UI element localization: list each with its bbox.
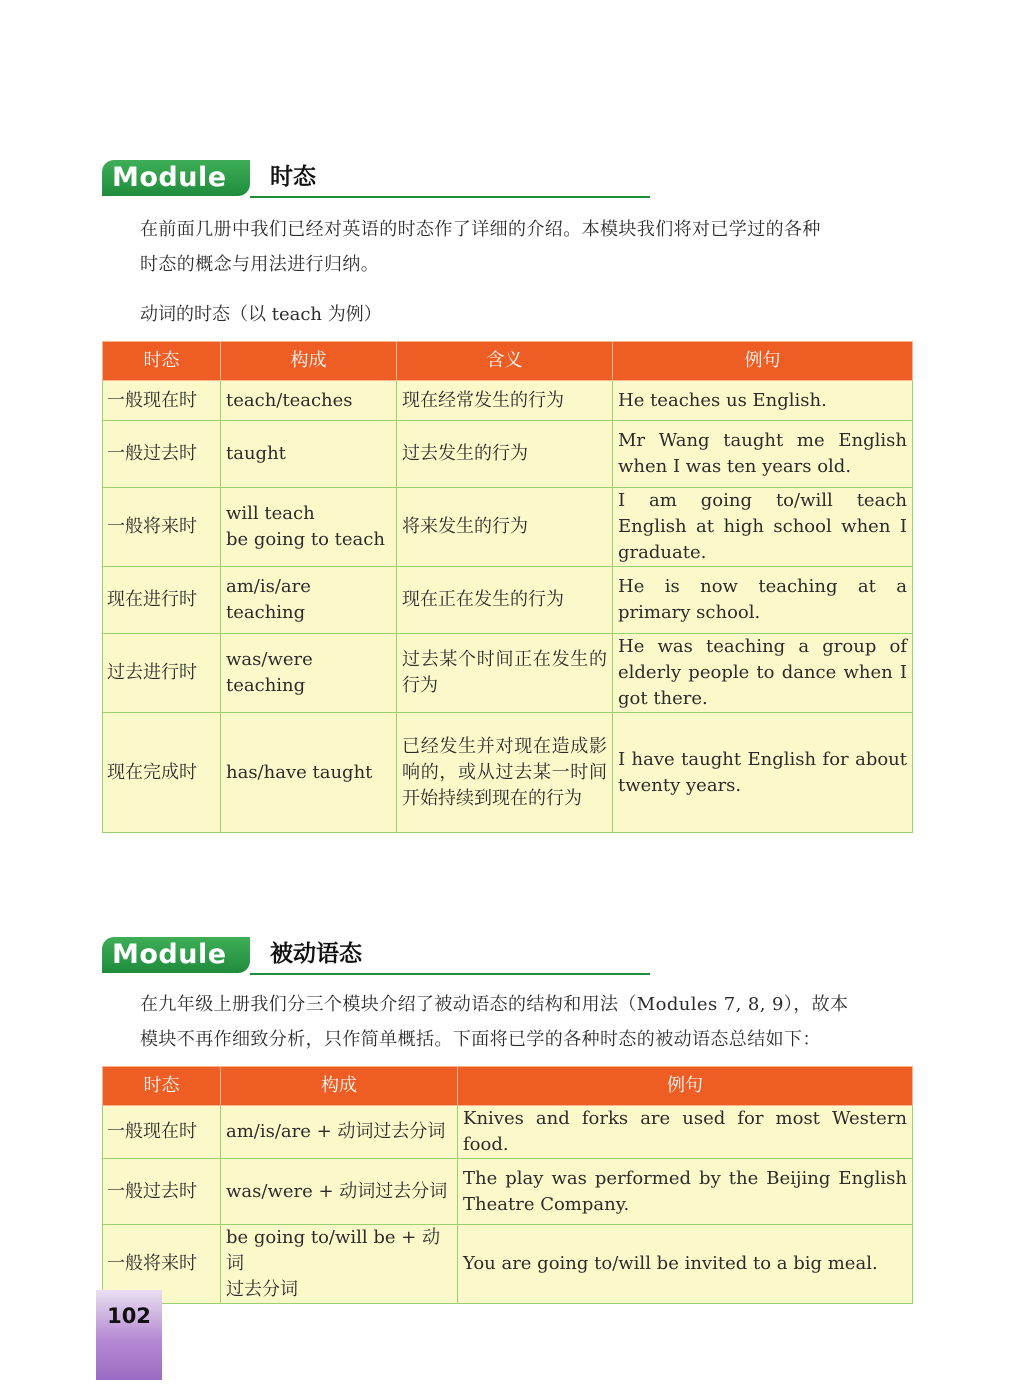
form-cell [221,634,397,713]
tense-cell: 一般过去时 [103,421,221,488]
table-row [103,1106,913,1159]
module-5-intro-line-2: 时态的概念与用法进行归纳。 [140,254,380,275]
form-line: will teach [226,503,315,524]
module-5-heading [102,160,650,229]
meaning-text: 过去某个时间正在发生的行为 [402,649,607,696]
form-cell [221,1225,458,1304]
form-line: has/have taught [226,761,373,783]
module-5-title: 时态 [270,164,316,190]
example-cell: You are going to/will be invited to a big meal. [458,1225,913,1304]
form-line: taught [226,443,286,464]
module-6-intro [140,987,915,1057]
form-line: was/were teaching [226,649,313,696]
header-tense: 时态 [103,342,221,381]
table-row [103,1225,913,1304]
table-row [103,634,913,713]
passive-table-header-row [103,1067,913,1106]
header-example: 例句 [613,342,913,381]
header-meaning: 含义 [397,342,613,381]
form-line: be going to/will be + 动词 [226,1227,441,1274]
tense-cell: 一般将来时 [103,1225,221,1304]
tense-cell: 一般现在时 [103,381,221,421]
example-cell: Mr Wang taught me English when I was ten years old. [613,421,913,488]
module-6-intro-line-1: 在九年级上册我们分三个模块介绍了被动语态的结构和用法（Modules 7, 8, 9），故本 [140,994,849,1015]
tense-table-caption: 动词的时态（以 teach 为例） [140,304,382,325]
meaning-cell [397,634,613,713]
module-5-rule [250,196,650,198]
module-5-intro-line-1: 在前面几册中我们已经对英语的时态作了详细的介绍。本模块我们将对已学过的各种 [140,219,821,240]
tense-cell: 过去进行时 [103,634,221,713]
meaning-text: 过去发生的行为 [402,443,528,464]
meaning-cell [397,713,613,833]
module-6-title: 被动语态 [270,941,362,967]
module-6-badge: Module 6 [102,937,250,973]
page-number-tab [96,1290,162,1380]
tense-table [102,341,913,833]
form-line: teach/teaches [226,389,353,411]
form-line: am/is/are teaching [226,576,311,623]
tense-cell: 现在完成时 [103,713,221,833]
example-cell: He is now teaching at a primary school. [613,567,913,634]
table-row [103,421,913,488]
form-line: was/were + 动词过去分词 [226,1180,448,1202]
module-6-heading [102,937,650,1006]
form-cell [221,567,397,634]
table-row [103,713,913,833]
form-cell [221,1106,458,1159]
meaning-cell [397,567,613,634]
header-form: 构成 [221,1067,458,1106]
tense-cell: 一般现在时 [103,1106,221,1159]
example-cell: He was teaching a group of elderly people to dance when I got there. [613,634,913,713]
table-row [103,567,913,634]
meaning-text: 将来发生的行为 [402,516,528,537]
tense-cell: 现在进行时 [103,567,221,634]
example-cell: I have taught English for about twenty years. [613,713,913,833]
form-line: am/is/are + 动词过去分词 [226,1121,446,1142]
meaning-text: 现在正在发生的行为 [402,589,564,610]
example-cell: He teaches us English. [613,381,913,421]
meaning-text: 现在经常发生的行为 [402,389,564,411]
page-number: 102 [107,1304,151,1328]
meaning-cell [397,381,613,421]
example-cell: Knives and forks are used for most Western food. [458,1106,913,1159]
table-row [103,381,913,421]
module-6-intro-line-2: 模块不再作细致分析，只作简单概括。下面将已学的各种时态的被动语态总结如下： [140,1029,821,1050]
example-cell: I am going to/will teach English at high school when I graduate. [613,488,913,567]
form-cell [221,713,397,833]
form-cell [221,488,397,567]
tense-cell: 一般过去时 [103,1159,221,1225]
header-example: 例句 [458,1067,913,1106]
tense-cell: 一般将来时 [103,488,221,567]
table-row [103,1159,913,1225]
header-form: 构成 [221,342,397,381]
meaning-cell [397,421,613,488]
form-cell [221,1159,458,1225]
module-5-intro [140,212,915,282]
form-cell [221,421,397,488]
form-line: be going to teach [226,529,385,550]
form-cell [221,381,397,421]
meaning-cell [397,488,613,567]
tense-table-header-row [103,342,913,381]
header-tense: 时态 [103,1067,221,1106]
meaning-text: 已经发生并对现在造成影响的，或从过去某一时间开始持续到现在的行为 [402,735,607,809]
table-row [103,488,913,567]
passive-voice-table [102,1066,913,1304]
example-cell: The play was performed by the Beijing English Theatre Company. [458,1159,913,1225]
module-5-badge: Module 5 [102,160,250,196]
module-6-rule [250,973,650,975]
form-line: 过去分词 [226,1279,298,1300]
